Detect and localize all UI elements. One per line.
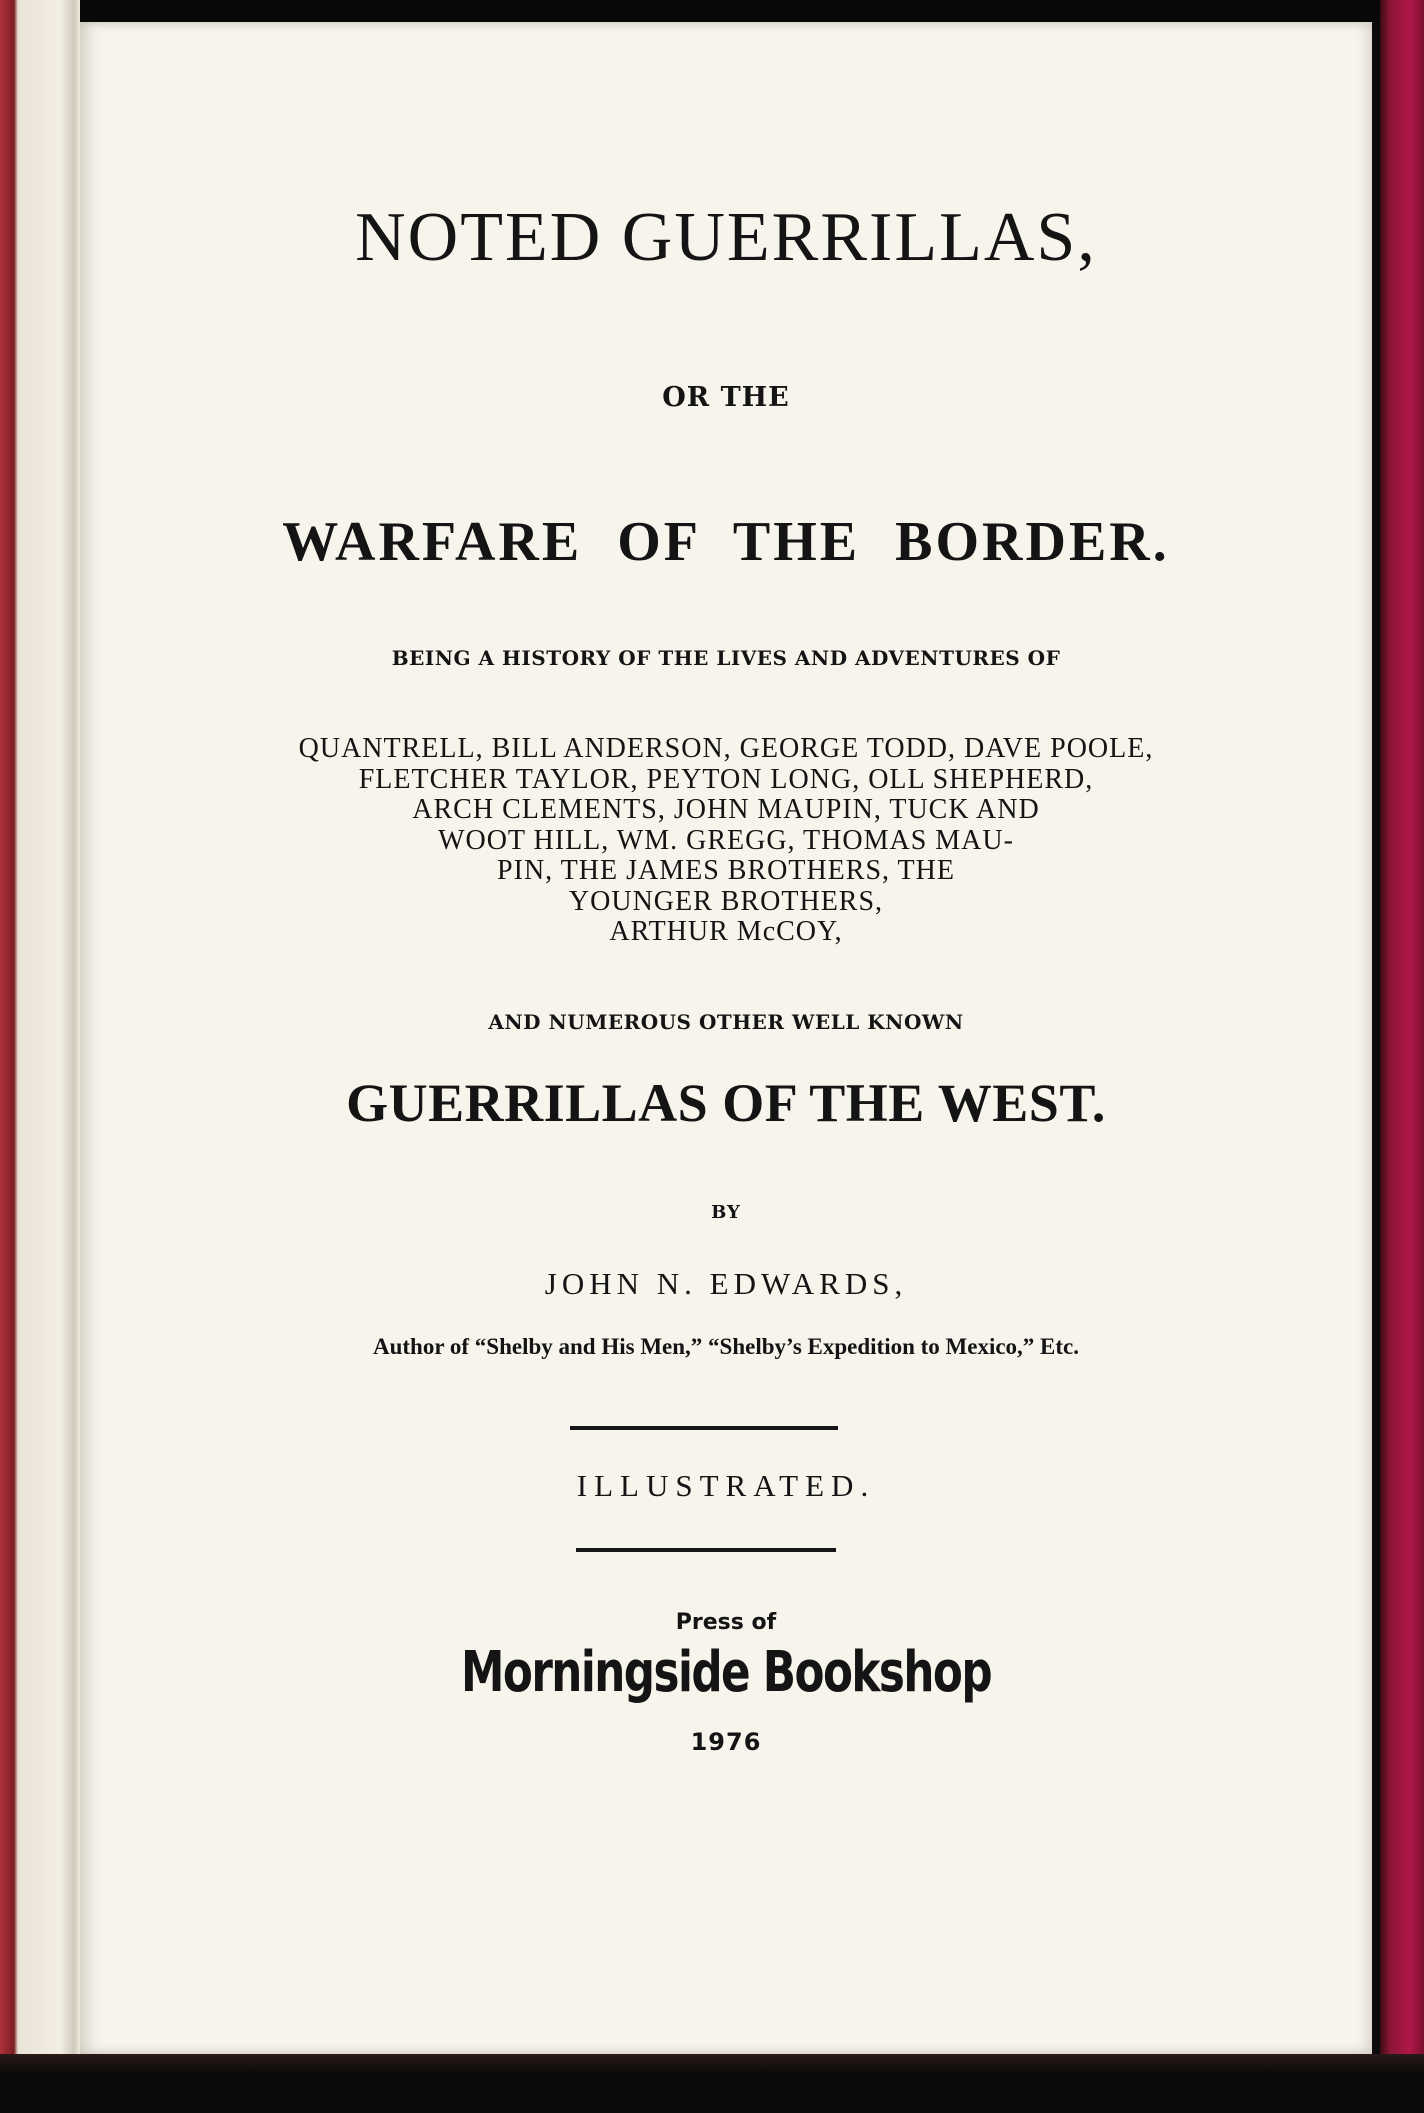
author-name: JOHN N. EDWARDS,	[544, 1266, 908, 1301]
subtitle: WARFARE OF THE BORDER.	[282, 511, 1170, 573]
book-top-edge	[0, 0, 1424, 22]
names-line: ARTHUR McCOY,	[609, 916, 843, 947]
author-credits: Author of “Shelby and His Men,” “Shelby’s Expedition to Mexico,” Etc.	[372, 1334, 1080, 1359]
main-title: NOTED GUERRILLAS,	[355, 199, 1097, 276]
divider-rule	[576, 1548, 836, 1552]
names-line: FLETCHER TAYLOR, PEYTON LONG, OLL SHEPHERD,	[358, 763, 1094, 795]
names-line: WOOT HILL, WM. GREGG, THOMAS MAU-	[438, 824, 1014, 856]
book-binding-right	[1380, 0, 1424, 2113]
or-the-text: OR THE	[662, 382, 790, 413]
publisher-name: Morningside Bookshop	[460, 1640, 992, 1705]
being-text: BEING A HISTORY OF THE LIVES AND ADVENTURES OF	[391, 646, 1061, 670]
names-line: QUANTRELL, BILL ANDERSON, GEORGE TODD, DAVE POOLE,	[298, 733, 1154, 764]
book-bottom-edge	[0, 2054, 1424, 2113]
book-binding-left	[0, 0, 80, 2113]
illustrated-text: ILLUSTRATED.	[576, 1468, 876, 1503]
names-list	[80, 734, 1372, 948]
guerrillas-west-title: GUERRILLAS OF THE WEST.	[346, 1073, 1106, 1133]
divider-rule	[570, 1426, 838, 1430]
publication-year: 1976	[690, 1728, 762, 1756]
press-of-text: Press of	[675, 1610, 777, 1635]
title-page	[80, 22, 1372, 2054]
names-line: PIN, THE JAMES BROTHERS, THE	[497, 855, 955, 886]
names-line: YOUNGER BROTHERS,	[568, 885, 884, 917]
numerous-text: AND NUMEROUS OTHER WELL KNOWN	[488, 1010, 964, 1034]
names-line: ARCH CLEMENTS, JOHN MAUPIN, TUCK AND	[412, 794, 1040, 825]
by-text: BY	[711, 1202, 741, 1223]
